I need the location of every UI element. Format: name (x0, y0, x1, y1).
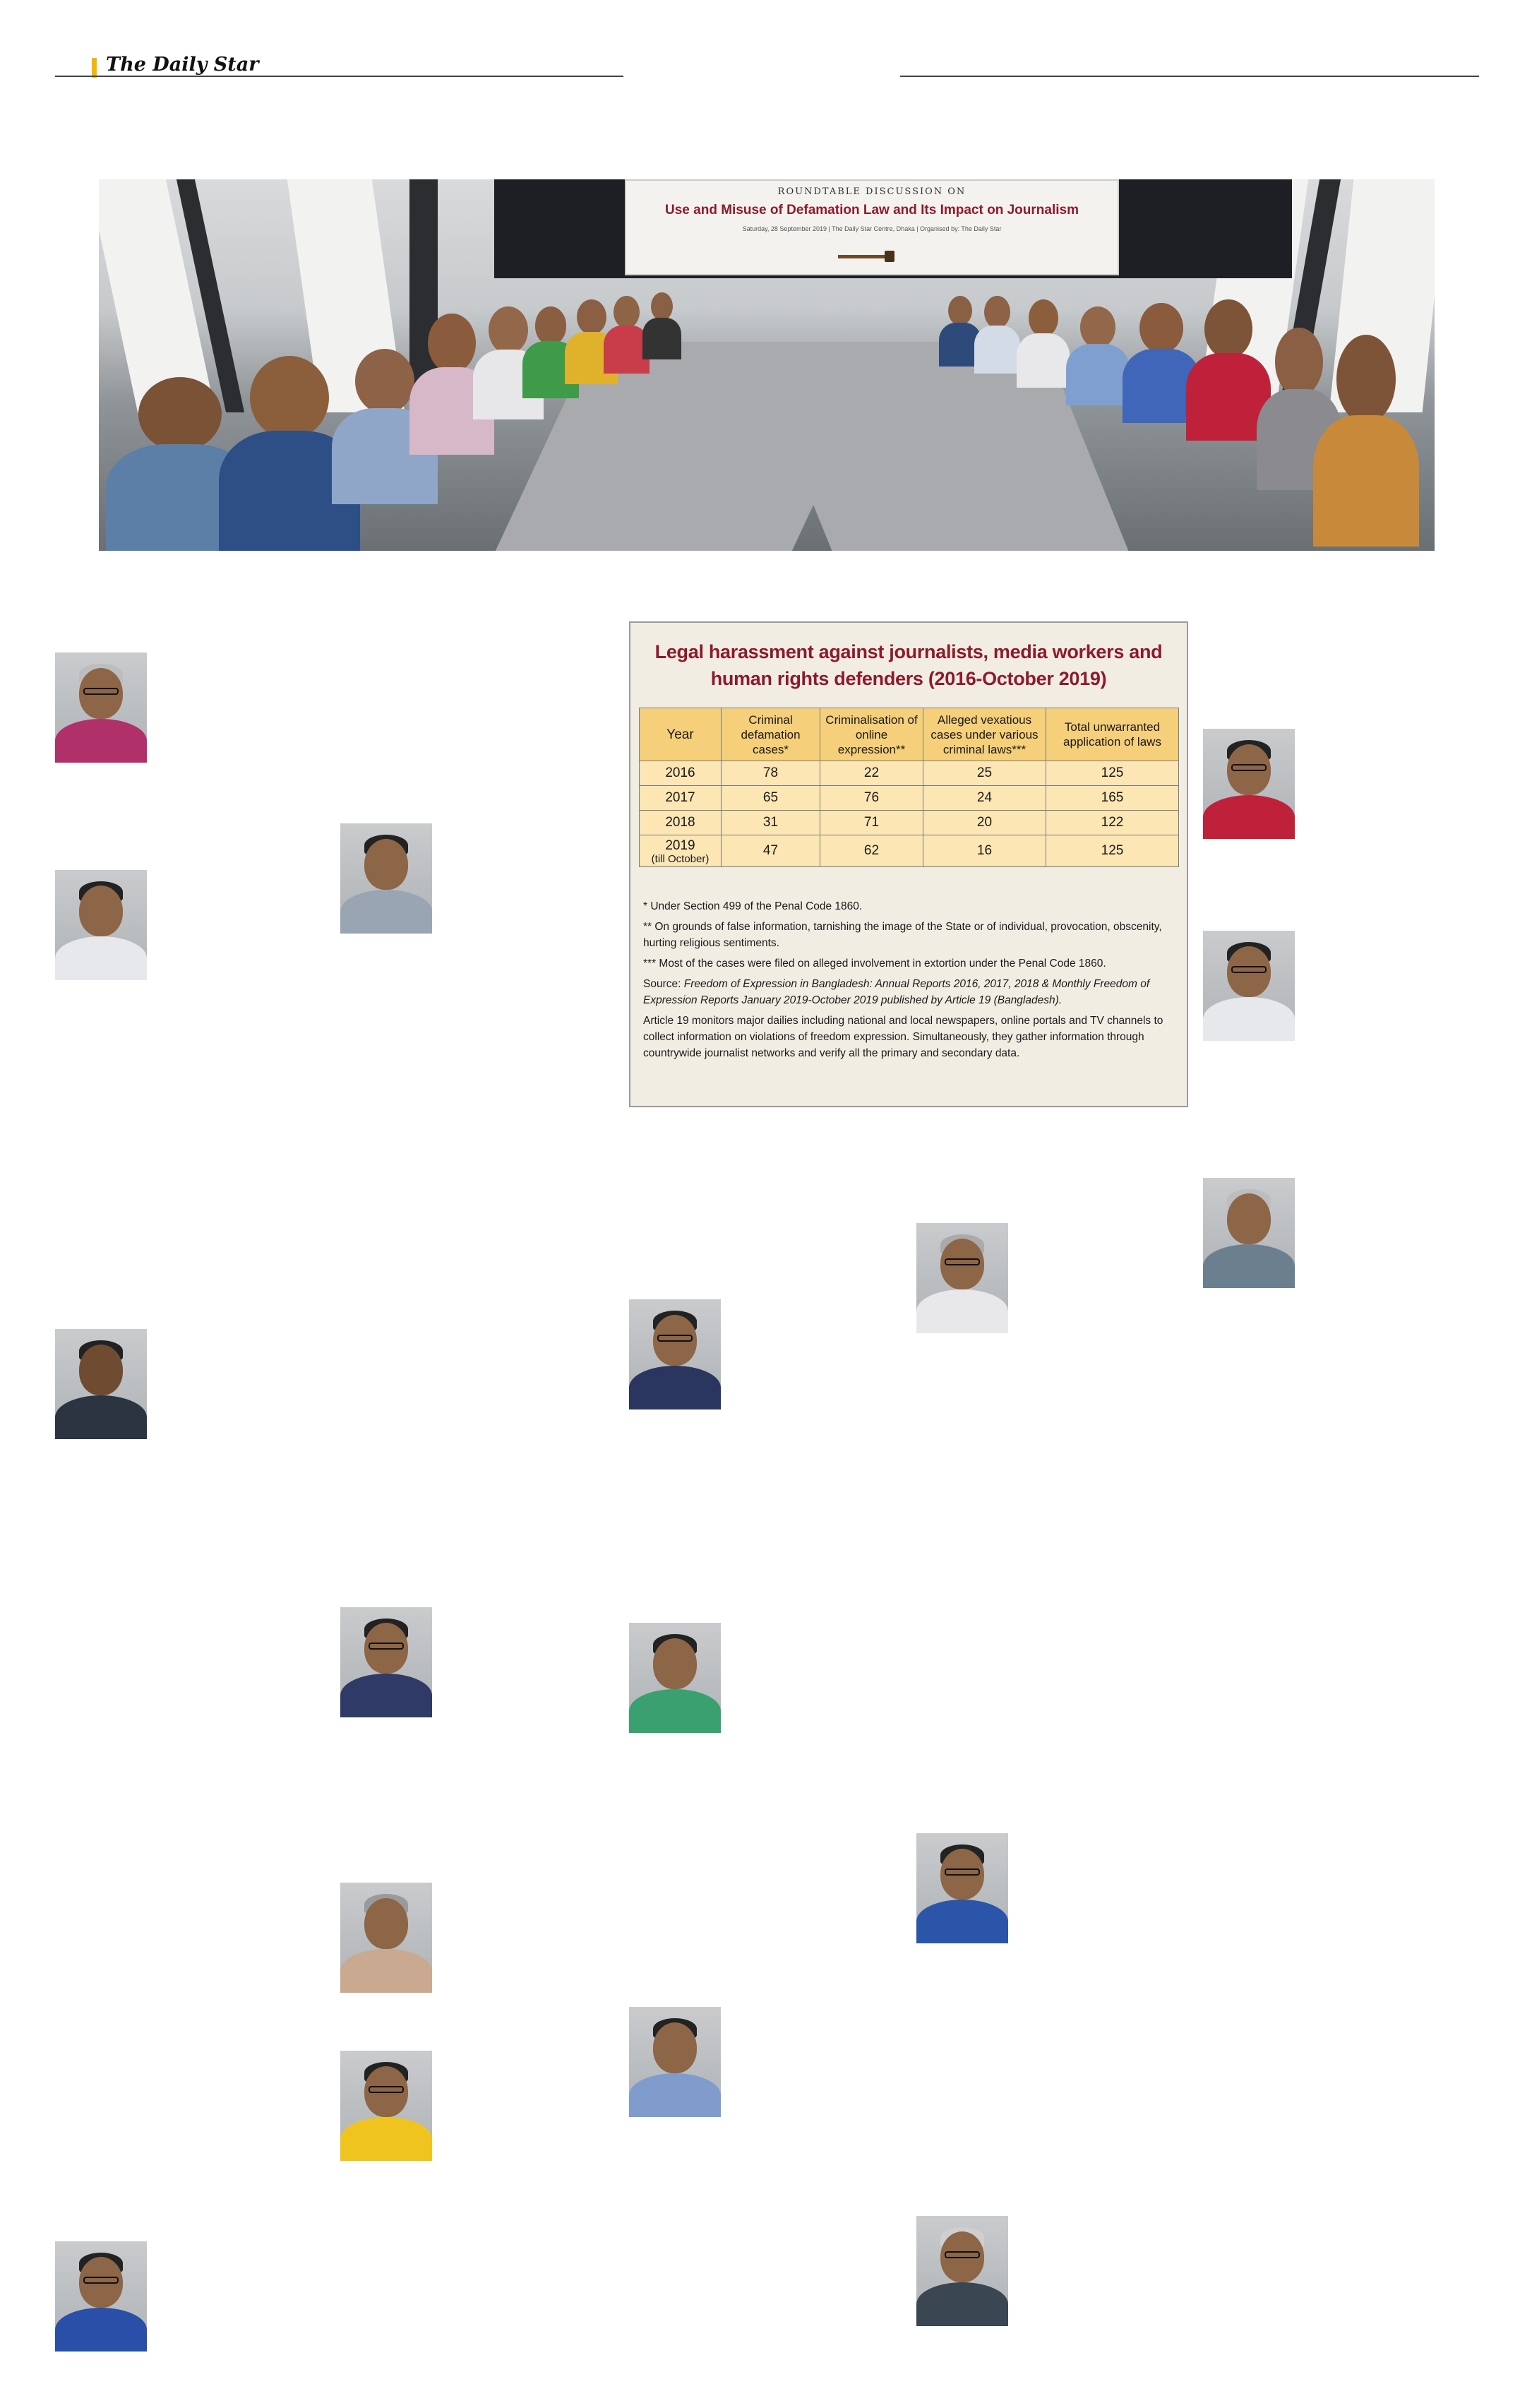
source-note (643, 976, 1177, 1008)
value-cell: 76 (820, 786, 923, 811)
table-row (640, 761, 1179, 786)
banner-title: Use and Misuse of Defamation Law and Its Impact on Journalism (665, 203, 1079, 217)
value-cell: 47 (722, 835, 820, 867)
gavel-icon (838, 250, 909, 263)
column-header-vexatious-cases: Alleged vexatious cases under various criminal laws*** (923, 708, 1046, 761)
table-row (640, 811, 1179, 835)
year-cell: 2018 (640, 811, 722, 835)
value-cell: 71 (820, 811, 923, 835)
speaker-portrait (916, 1833, 1008, 1943)
column-header-year: Year (640, 708, 722, 761)
footnote-vexatious: *** Most of the cases were filed on alleged involvement in extortion under the Penal Code 1860. (643, 958, 1106, 970)
speaker-portrait (340, 1883, 432, 1993)
speaker-portrait (55, 1329, 147, 1439)
legal-harassment-infobox (629, 621, 1188, 1107)
infobox-title (630, 638, 1187, 692)
value-cell: 165 (1046, 786, 1179, 811)
table-row (640, 786, 1179, 811)
value-cell: 20 (923, 811, 1046, 835)
speaker-portrait (55, 2241, 147, 2352)
year-cell (640, 835, 722, 867)
speaker-portrait (629, 1623, 721, 1733)
footnote-online-expression: ** On grounds of false information, tarnishing the image of the State or of individual, provocation, obscenity, hurting religious sentiments. (643, 921, 1162, 949)
speaker-portrait (629, 2007, 721, 2117)
year-value: 2019 (665, 838, 695, 853)
speaker-portrait (1203, 729, 1295, 839)
banner-kicker: ROUNDTABLE DISCUSSION ON (777, 186, 967, 197)
column-header-online-expression: Criminalisation of online expression** (820, 708, 923, 761)
masthead-logo: The Daily Star (106, 54, 259, 76)
header-rule-left (55, 76, 623, 77)
speaker-portrait (629, 1299, 721, 1409)
value-cell: 25 (923, 761, 1046, 786)
speaker-portrait (55, 870, 147, 980)
speaker-portrait (340, 1607, 432, 1717)
value-cell: 24 (923, 786, 1046, 811)
event-banner (625, 179, 1119, 275)
value-cell: 65 (722, 786, 820, 811)
speaker-portrait (916, 2216, 1008, 2326)
value-cell: 16 (923, 835, 1046, 867)
source-text: Freedom of Expression in Bangladesh: Annual Reports 2016, 2017, 2018 & Monthly Freedom of Expression Reports January 2019-October 2019 published by Article 19 (Bangladesh). (643, 978, 1150, 1006)
speaker-portrait (916, 1223, 1008, 1333)
infobox-notes (643, 898, 1177, 1066)
speaker-portrait (55, 652, 147, 763)
masthead-accent-bar (92, 58, 97, 78)
header-rule-right (900, 76, 1479, 77)
table-header-row (640, 708, 1179, 761)
value-cell: 22 (820, 761, 923, 786)
banner-date: Saturday, 28 September 2019 | The Daily Star Centre, Dhaka | Organised by: The Daily Star (742, 225, 1002, 232)
infobox-title-line1: Legal harassment against journalists, media workers and (654, 641, 1163, 662)
year-cell: 2017 (640, 786, 722, 811)
table-row (640, 835, 1179, 867)
methodology-note: Article 19 monitors major dailies including national and local newspapers, online portals and TV channels to collect information on violations of freedom expression. Simultaneously, they gather information through countrywide journalist networks and verify all the primary and secondary data. (643, 1015, 1163, 1059)
speaker-portrait (340, 2051, 432, 2161)
value-cell: 125 (1046, 761, 1179, 786)
footnote-defamation: * Under Section 499 of the Penal Code 1860. (643, 900, 863, 912)
year-note: (till October) (651, 852, 710, 865)
column-header-total: Total unwarranted application of laws (1046, 708, 1179, 761)
speaker-portrait (1203, 931, 1295, 1041)
speaker-portrait (340, 823, 432, 934)
harassment-stats-table (639, 708, 1179, 867)
source-label: Source: (643, 978, 681, 990)
value-cell: 31 (722, 811, 820, 835)
column-header-criminal-defamation: Criminal defamation cases* (722, 708, 820, 761)
year-cell: 2016 (640, 761, 722, 786)
infobox-title-line2: human rights defenders (2016-October 2019) (710, 668, 1107, 689)
value-cell: 78 (722, 761, 820, 786)
value-cell: 125 (1046, 835, 1179, 867)
speaker-portrait (1203, 1178, 1295, 1288)
value-cell: 62 (820, 835, 923, 867)
roundtable-group-photo (99, 179, 1435, 551)
value-cell: 122 (1046, 811, 1179, 835)
